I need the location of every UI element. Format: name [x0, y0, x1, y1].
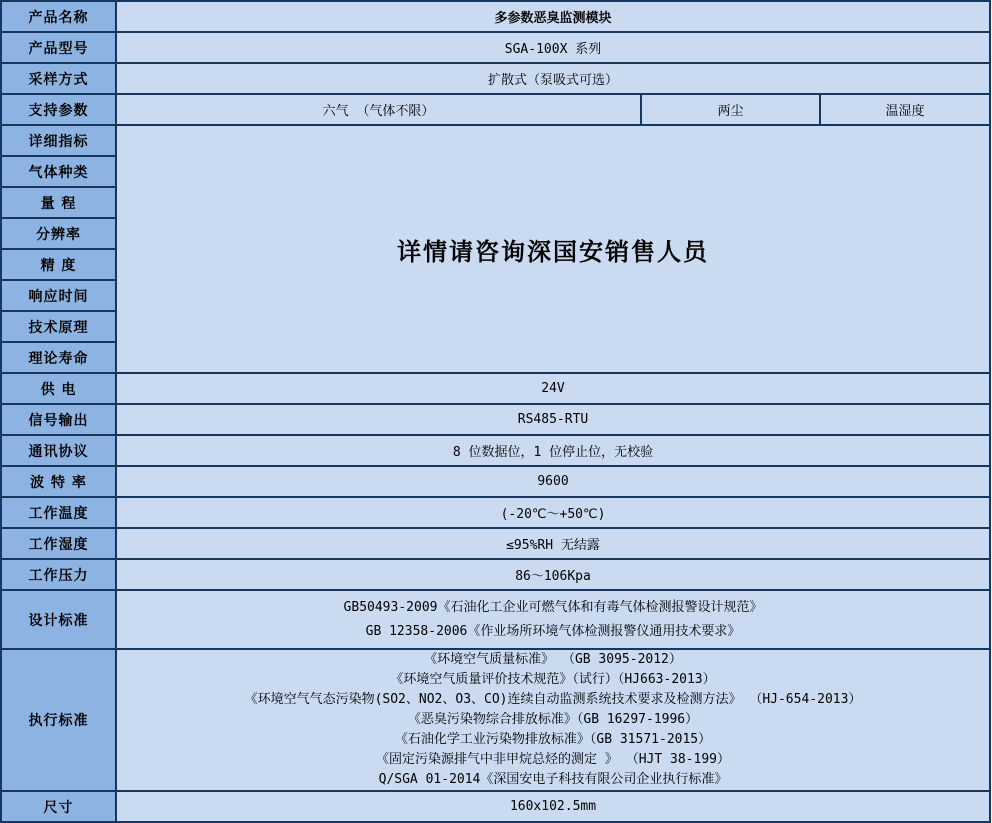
row-header-protocol: 通讯协议: [1, 435, 116, 466]
row-header-signal-output: 信号输出: [1, 404, 116, 435]
table-row: [1, 404, 990, 435]
sampling-method-value: 扩散式（泵吸式可选）: [116, 63, 990, 94]
row-header-sampling-method: 采样方式: [1, 63, 116, 94]
table-row: [1, 1, 990, 32]
row-header-execution-standard: 执行标准: [1, 649, 116, 791]
row-header-resolution: 分辨率: [1, 218, 116, 249]
design-standard-line: GB 12358-2006《作业场所环境气体检测报警仪通用技术要求》: [365, 623, 741, 639]
row-header-product-model: 产品型号: [1, 32, 116, 63]
design-standard-value: [116, 590, 990, 649]
table-row: [1, 435, 990, 466]
row-header-detail-index: 详细指标: [1, 125, 116, 156]
working-temperature-value: (-20℃～+50℃): [116, 497, 990, 528]
product-name-value: 多参数恶臭监测模块: [116, 1, 990, 32]
row-header-gas-type: 气体种类: [1, 156, 116, 187]
row-header-power: 供 电: [1, 373, 116, 404]
product-model-value: SGA-100X 系列: [116, 32, 990, 63]
row-header-baud-rate: 波 特 率: [1, 466, 116, 497]
table-row: [1, 528, 990, 559]
baud-rate-value: 9600: [116, 466, 990, 497]
detail-notice-text: 详情请咨询深国安销售人员: [116, 125, 990, 373]
protocol-value: 8 位数据位，1 位停止位，无校验: [116, 435, 990, 466]
row-header-tech-principle: 技术原理: [1, 311, 116, 342]
table-row: [1, 590, 990, 649]
supported-params-gas-cell: 六气 （气体不限）: [116, 94, 641, 125]
working-pressure-value: 86～106Kpa: [116, 559, 990, 590]
table-row: [1, 791, 990, 822]
row-header-working-pressure: 工作压力: [1, 559, 116, 590]
table-row: [1, 94, 990, 125]
table-row: [1, 32, 990, 63]
row-header-design-standard: 设计标准: [1, 590, 116, 649]
execution-standard-line: 《石油化学工业污染物排放标准》（GB 31571-2015）: [394, 732, 712, 747]
table-row: [1, 649, 990, 791]
supported-params-dust-cell: 两尘: [641, 94, 820, 125]
row-header-working-humidity: 工作湿度: [1, 528, 116, 559]
execution-standard-line: 《环境空气气态污染物(SO2、NO2、O3、CO)连续自动监测系统技术要求及检测方法》 （HJ-654-2013）: [244, 692, 862, 707]
table-row: [1, 63, 990, 94]
table-row: [1, 125, 990, 156]
working-humidity-value: ≤95%RH 无结露: [116, 528, 990, 559]
row-header-theoretical-life: 理论寿命: [1, 342, 116, 373]
dimensions-value: 160x102.5mm: [116, 791, 990, 822]
row-header-supported-params: 支持参数: [1, 94, 116, 125]
row-header-accuracy: 精 度: [1, 249, 116, 280]
execution-standard-value: [116, 649, 990, 791]
design-standard-line: GB50493-2009《石油化工企业可燃气体和有毒气体检测报警设计规范》: [343, 599, 763, 615]
execution-standard-line: 《固定污染源排气中非甲烷总烃的测定 》 （HJT 38-199）: [376, 752, 730, 767]
table-row: [1, 497, 990, 528]
execution-standard-line: 《环境空气质量标准》 （GB 3095-2012）: [424, 652, 682, 667]
power-value: 24V: [116, 373, 990, 404]
execution-standard-line: 《恶臭污染物综合排放标准》（GB 16297-1996）: [407, 712, 699, 727]
table-row: [1, 559, 990, 590]
row-header-response-time: 响应时间: [1, 280, 116, 311]
supported-params-humidity-cell: 温湿度: [820, 94, 990, 125]
table-row: [1, 466, 990, 497]
row-header-working-temperature: 工作温度: [1, 497, 116, 528]
row-header-dimensions: 尺寸: [1, 791, 116, 822]
row-header-range: 量 程: [1, 187, 116, 218]
table-row: [1, 373, 990, 404]
row-header-product-name: 产品名称: [1, 1, 116, 32]
signal-output-value: RS485-RTU: [116, 404, 990, 435]
execution-standard-line: Q/SGA 01-2014《深国安电子科技有限公司企业执行标准》: [378, 772, 728, 787]
execution-standard-line: 《环境空气质量评价技术规范》（试行）（HJ663-2013）: [390, 672, 716, 687]
